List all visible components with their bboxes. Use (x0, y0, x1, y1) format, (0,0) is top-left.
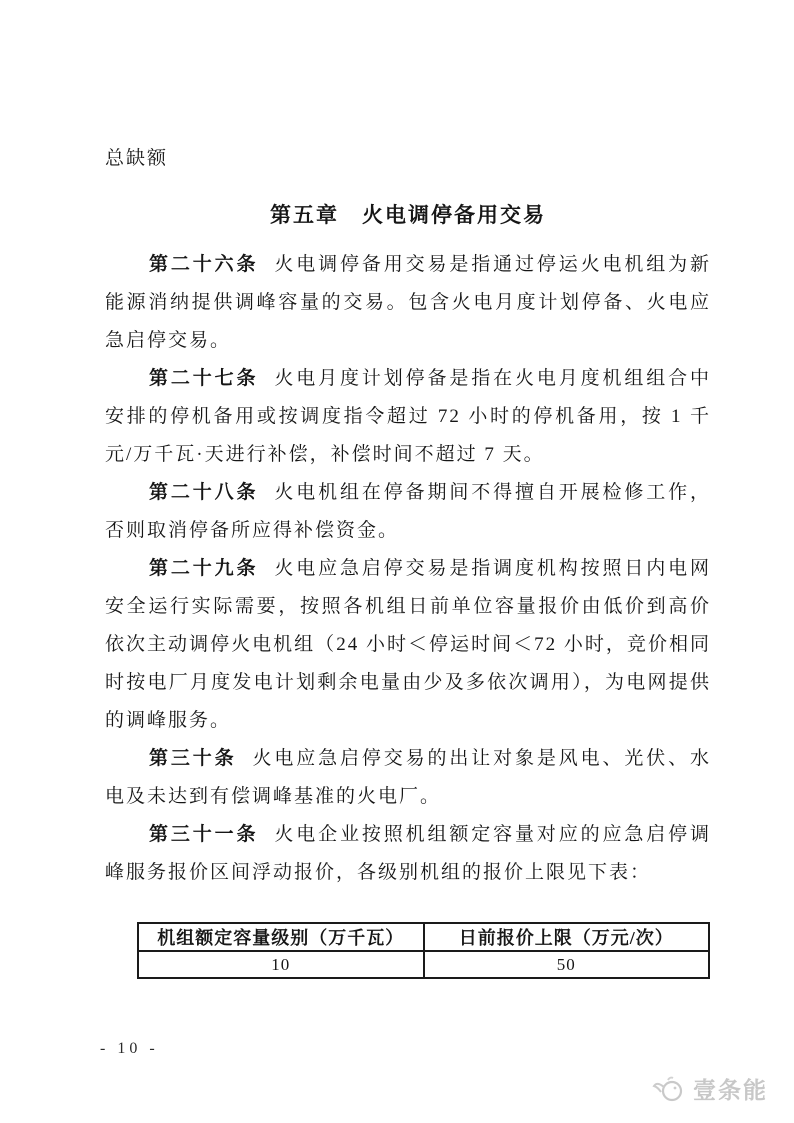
article-text: 火电机组在停备期间不得擅自开展检修工作，否则取消停备所应得补偿资金。 (105, 482, 711, 541)
article-text: 火电应急启停交易是指调度机构按照日内电网安全运行实际需要，按照各机组日前单位容量报价由低价到高价依次主动调停火电机组（24 小时＜停运时间＜72 小时，竞价相同时按电厂月度发电计划剩余电量由少及多依次调用），为电网提供的调峰服务。 (105, 558, 711, 731)
article-paragraph-27 (105, 360, 711, 474)
article-text: 火电应急启停交易的出让对象是风电、光伏、水电及未达到有偿调峰基准的火电厂。 (105, 748, 711, 807)
article-label: 第二十九条 (149, 558, 259, 579)
table-cell-price-cap: 50 (424, 951, 710, 978)
article-paragraph-31 (105, 816, 711, 892)
article-label: 第三十一条 (149, 824, 259, 845)
table-row (138, 951, 709, 978)
article-paragraph-29 (105, 550, 711, 740)
page-number: - 10 - (100, 1040, 159, 1057)
article-label: 第三十条 (149, 748, 237, 769)
article-paragraph-26 (105, 246, 711, 360)
article-paragraph-30 (105, 740, 711, 816)
brand-whale-icon (652, 1074, 686, 1104)
article-label: 第二十八条 (149, 482, 259, 503)
table-header-row (138, 923, 709, 951)
article-paragraph-28 (105, 474, 711, 550)
table-header-capacity: 机组额定容量级别（万千瓦） (138, 923, 424, 951)
chapter-title: 第五章 火电调停备用交易 (270, 203, 546, 227)
table-header-price-cap: 日前报价上限（万元/次） (424, 923, 710, 951)
article-text: 火电调停备用交易是指通过停运火电机组为新能源消纳提供调峰容量的交易。包含火电月度计划停备、火电应急启停交易。 (105, 254, 711, 351)
article-label: 第二十七条 (149, 368, 259, 389)
bidding-cap-table (137, 922, 710, 979)
article-text: 火电企业按照机组额定容量对应的应急启停调峰服务报价区间浮动报价，各级别机组的报价上限见下表： (105, 824, 711, 883)
document-content (105, 140, 711, 979)
brand-name: 壹条能 (693, 1077, 768, 1103)
article-text: 火电月度计划停备是指在火电月度机组组合中安排的停机备用或按调度指令超过 72 小时的停机备用，按 1 千元/万千瓦·天进行补偿，补偿时间不超过 7 天。 (105, 368, 711, 465)
brand-watermark (652, 1072, 768, 1105)
orphan-line: 总缺额 (105, 148, 169, 169)
table-cell-capacity: 10 (138, 951, 424, 978)
article-label: 第二十六条 (149, 254, 259, 275)
